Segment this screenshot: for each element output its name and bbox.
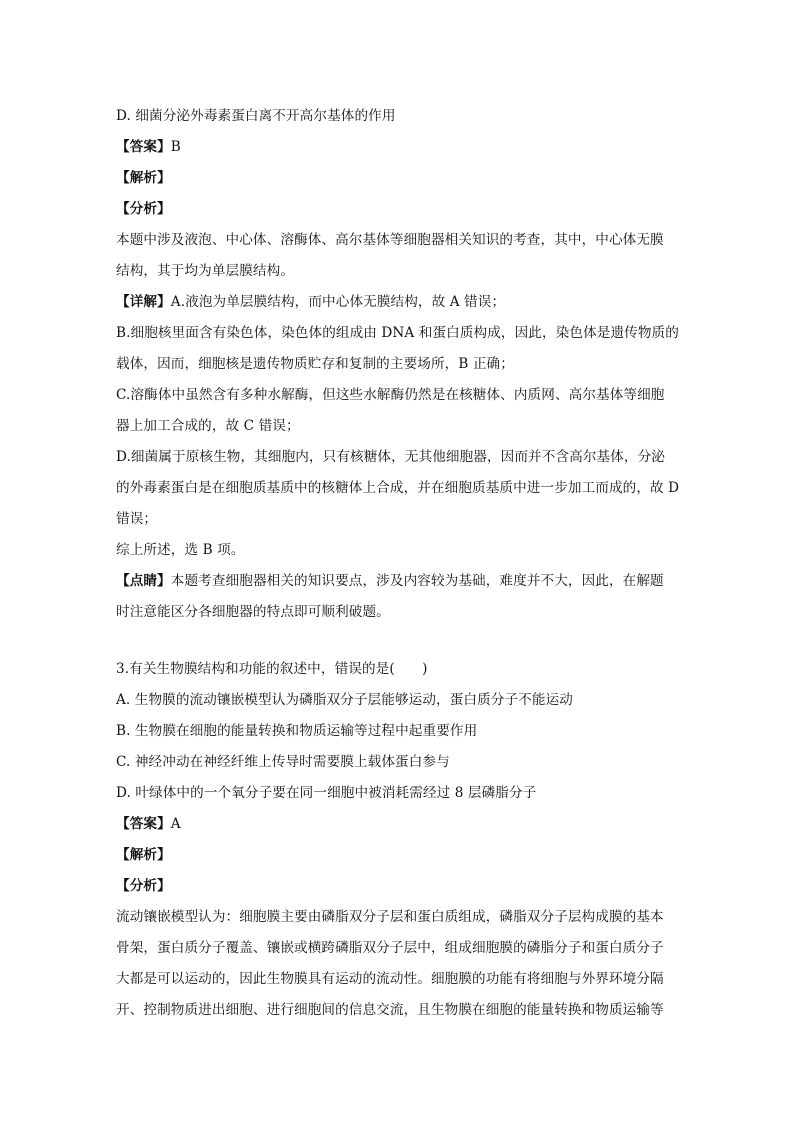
q2-analysis-tag: 【解析】 — [116, 170, 171, 186]
q2-answer-line — [116, 132, 688, 163]
q2-detail-first: A.液泡为单层膜结构，而中心体无膜结构，故 A 错误； — [170, 294, 506, 310]
q3-option-b: B. 生物膜在细胞的能量转换和物质运输等过程中起重要作用 — [116, 723, 478, 739]
q2-summary-line: 综上所述，选 B 项。 — [116, 542, 245, 558]
q3-analysis-tag: 【解析】 — [116, 847, 171, 863]
q3-fenxi-line: 开、控制物质进出细胞、进行细胞间的信息交流，且生物膜在细胞的能量转换和物质运输等 — [116, 1002, 664, 1018]
q2-answer-value: B — [170, 139, 181, 155]
q2-detail-line: B.细胞核里面含有染色体，染色体的组成由 DNA 和蛋白质构成，因此，染色体是遗传物质的 — [116, 325, 679, 341]
q2-detail-line: 载体，因而，细胞核是遗传物质贮存和复制的主要场所，B 正确； — [116, 356, 514, 372]
q3-fenxi-line: 大都是可以运动的，因此生物膜具有运动的流动性。细胞膜的功能有将细胞与外界环境分隔 — [116, 971, 664, 987]
q2-dianjing-tag: 【点睛】 — [116, 573, 171, 589]
q2-detail-line — [116, 287, 688, 318]
q2-fenxi-tag: 【分析】 — [116, 201, 171, 217]
q3-stem: 3.有关生物膜结构和功能的叙述中，错误的是( ) — [116, 661, 428, 677]
q2-fenxi-line: 本题中涉及液泡、中心体、溶酶体、高尔基体等细胞器相关知识的考查，其中，中心体无膜 — [116, 232, 664, 248]
q2-option-d: D. 细菌分泌外毒素蛋白离不开高尔基体的作用 — [116, 108, 396, 124]
q3-answer-value: A — [170, 816, 181, 832]
q3-fenxi-line: 骨架，蛋白质分子覆盖、镶嵌或横跨磷脂双分子层中，组成细胞膜的磷脂分子和蛋白质分子 — [116, 940, 664, 956]
q3-answer-tag: 【答案】 — [116, 816, 171, 832]
document-body — [116, 101, 688, 1026]
q3-fenxi-line: 流动镶嵌模型认为：细胞膜主要由磷脂双分子层和蛋白质组成，磷脂双分子层构成膜的基本 — [116, 909, 664, 925]
q3-fenxi-tag: 【分析】 — [116, 878, 171, 894]
q2-dianjing-line — [116, 566, 688, 597]
q3-answer-line — [116, 809, 688, 840]
q3-option-d: D. 叶绿体中的一个氧分子要在同一细胞中被消耗需经过 8 层磷脂分子 — [116, 785, 537, 801]
q2-fenxi-line: 结构，其于均为单层膜结构。 — [116, 263, 295, 279]
question-spacer — [116, 628, 688, 654]
q2-detail-line: D.细菌属于原核生物，其细胞内，只有核糖体，无其他细胞器，因而并不含高尔基体，分泌 — [116, 449, 665, 465]
q2-answer-tag: 【答案】 — [116, 139, 171, 155]
q2-dianjing-second: 时注意能区分各细胞器的特点即可顺利破题。 — [116, 604, 390, 620]
q2-detail-line: 器上加工合成的，故 C 错误； — [116, 418, 300, 434]
q2-detail-line: 错误； — [116, 511, 158, 527]
q2-detail-tag: 【详解】 — [116, 294, 171, 310]
q2-detail-line: C.溶酶体中虽然含有多种水解酶，但这些水解酶仍然是在核糖体、内质网、高尔基体等细胞 — [116, 387, 665, 403]
q2-dianjing-first: 本题考查细胞器相关的知识要点，涉及内容较为基础，难度并不大，因此，在解题 — [170, 573, 664, 589]
q3-option-c: C. 神经冲动在神经纤维上传导时需要膜上载体蛋白参与 — [116, 754, 450, 770]
q2-detail-line: 的外毒素蛋白是在细胞质基质中的核糖体上合成，并在细胞质基质中进一步加工而成的，故 D — [116, 480, 680, 496]
q3-option-a: A. 生物膜的流动镶嵌模型认为磷脂双分子层能够运动，蛋白质分子不能运动 — [116, 692, 573, 708]
